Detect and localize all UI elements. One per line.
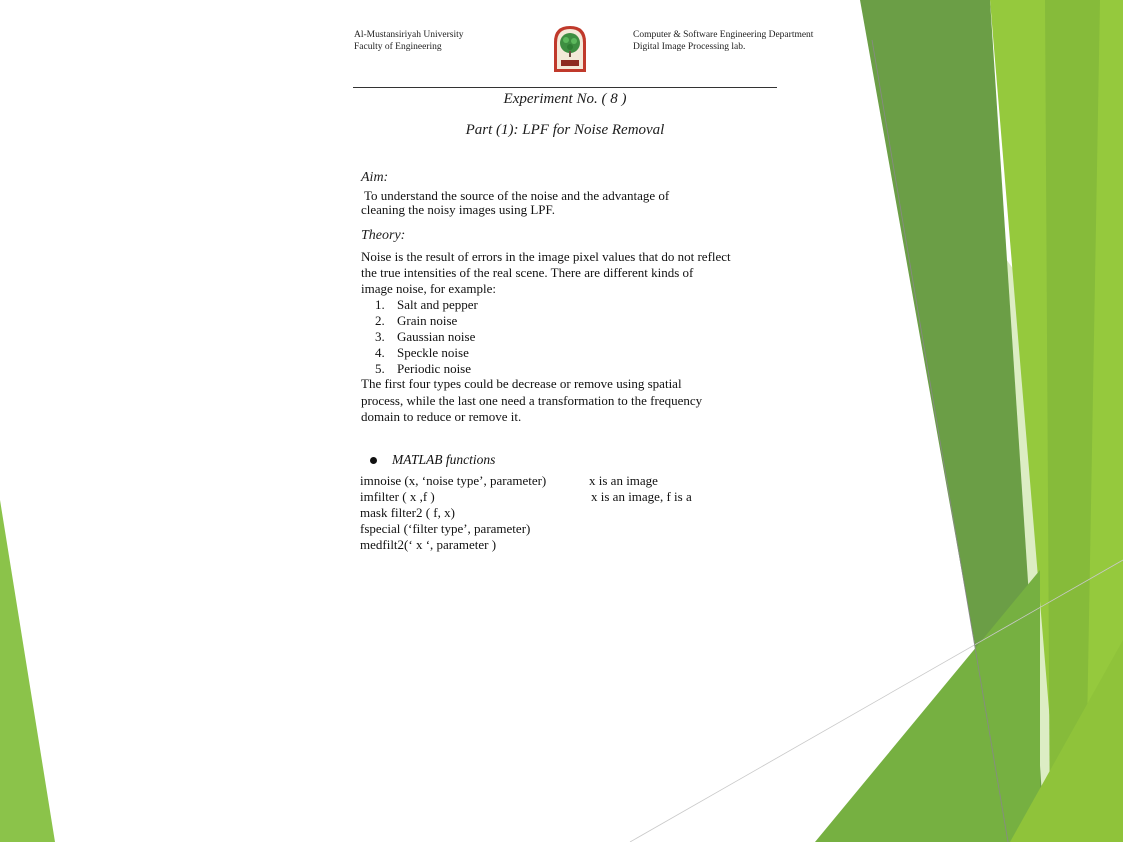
list-label: Periodic noise	[397, 361, 472, 376]
list-number: 4.	[375, 345, 385, 360]
university-name: Al-Mustansiriyah University	[354, 30, 464, 40]
theory-line: domain to reduce or remove it.	[361, 409, 522, 424]
department-name: Computer & Software Engineering Department	[633, 30, 814, 40]
lab-name: Digital Image Processing lab.	[633, 42, 746, 52]
function-note: x is an image	[589, 473, 658, 488]
function-note: x is an image, f is a	[591, 489, 692, 504]
header-department	[633, 29, 813, 53]
list-number: 3.	[375, 329, 385, 344]
list-label: Salt and pepper	[397, 297, 478, 312]
theory-outro	[361, 376, 761, 426]
experiment-title: Experiment No. ( 8 )	[503, 91, 627, 107]
theory-line: Noise is the result of errors in the image pixel values that do not reflect	[361, 249, 731, 264]
list-number: 2.	[375, 313, 385, 328]
theory-line: The first four types could be decrease or remove using spatial	[361, 376, 682, 391]
aim-line: To understand the source of the noise and the advantage of	[364, 188, 670, 203]
university-seal-logo	[551, 24, 589, 74]
theory-line: process, while the last one need a transformation to the frequency	[361, 392, 703, 408]
left-green-wedge	[0, 500, 55, 842]
matlab-function: fspecial (‘filter type’, parameter)	[360, 521, 531, 536]
header-university	[354, 29, 464, 53]
aim-heading: Aim:	[361, 170, 389, 185]
list-label: Grain noise	[397, 313, 458, 328]
matlab-function: medfilt2(‘ x ‘, parameter )	[360, 537, 497, 552]
aim-text	[361, 189, 721, 217]
header-divider	[353, 87, 777, 88]
list-item	[375, 361, 478, 377]
list-number: 1.	[375, 297, 385, 312]
list-number: 5.	[375, 361, 385, 376]
matlab-heading: MATLAB functions	[392, 452, 496, 467]
part-title: Part (1): LPF for Noise Removal	[465, 122, 665, 138]
list-label: Gaussian noise	[397, 329, 476, 344]
theory-heading: Theory:	[361, 228, 406, 243]
noise-types-list	[375, 297, 478, 377]
faculty-name: Faculty of Engineering	[354, 42, 442, 52]
matlab-function: imfilter ( x ,f )	[360, 489, 435, 504]
matlab-heading-row	[370, 452, 495, 468]
list-item	[375, 297, 478, 313]
list-label: Speckle noise	[397, 345, 469, 360]
list-item	[375, 313, 478, 329]
list-item	[375, 345, 478, 361]
matlab-function: imnoise (x, ‘noise type’, parameter)	[360, 473, 547, 488]
theory-line: the true intensities of the real scene. There are different kinds of	[361, 265, 694, 280]
theory-intro	[361, 249, 761, 297]
theory-line: image noise, for example:	[361, 281, 497, 296]
list-item	[375, 329, 478, 345]
matlab-function: mask filter2 ( f, x)	[360, 505, 455, 520]
bullet-icon	[370, 457, 377, 464]
aim-line: cleaning the noisy images using LPF.	[361, 202, 555, 217]
